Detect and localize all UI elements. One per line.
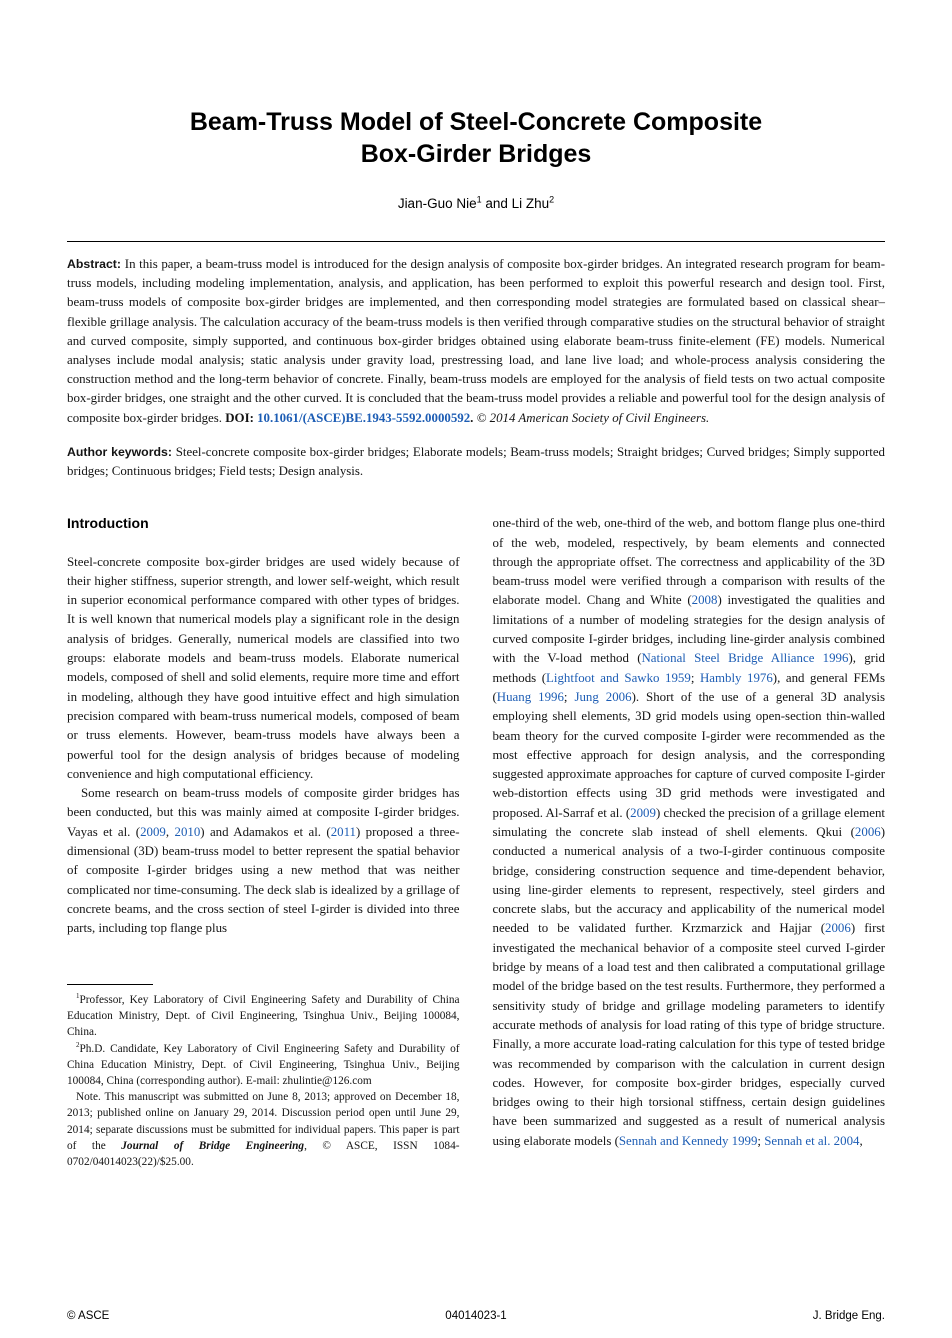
text-run: Professor, Key Laboratory of Civil Engineering Safety and Durability of China Education Ministry, Dept. of Civil Engineering, Tsinghua Univ., Beijing 100084, China. [67,994,460,1039]
text-run: ), and general FEMs ( [492,670,885,704]
right-column [493,514,886,1170]
intro-paragraph-2 [67,784,460,938]
text-run: Journal of Bridge Engineering [121,1139,305,1152]
superscript: 1 [76,992,80,1001]
citation-link[interactable]: 2009 [140,824,166,839]
page-footer [67,1310,885,1322]
text-run: ) investigated the qualities and limitations of a number of modeling strategies for the design analysis of curved composite I-girder bridges, including line-girder analysis combined with the V-load method ( [492,593,885,666]
footnote-1 [67,992,460,1041]
citation-link[interactable]: 2006 [825,921,851,936]
intro-paragraph-1 [67,553,460,785]
citation-link[interactable]: Lightfoot and Sawko 1959 [546,670,691,685]
text-run: Steel-concrete composite box-girder bridges are used widely because of their higher stiffness, superior strength, and lower self-weight, which result in superior economical performance compared with other types of bridges. It is well known that numerical models play a significant role in the design analysis of bridges. Generally, numerical models are classified into two groups: elaborate models and beam-truss models. Elaborate numerical models, composed of shell and solid elements, require more time and effort in modeling, although they have good intuitive effect and high simulation precision compared with beam-truss numerical models, composed of beam or truss elements. However, beam-truss models have always been a powerful tool for the design analysis of bridges because of modeling convenience and high computational efficiency. [67,554,460,781]
footer-copyright: © ASCE [67,1310,110,1322]
text-run: , [859,1133,863,1148]
footer-page-number: 04014023-1 [445,1310,507,1322]
citation-link[interactable]: Hambly 1976 [699,670,773,685]
footnote-separator-rule [67,984,153,985]
text-run: © 2014 American Society of Civil Engineers. [476,410,710,425]
citation-link[interactable]: Sennah et al. 2004 [764,1133,860,1148]
citation-link[interactable]: Huang 1996 [496,689,564,704]
superscript: 2 [76,1040,80,1049]
text-run: ; [757,1133,765,1148]
citation-link[interactable]: Sennah and Kennedy 1999 [618,1133,758,1148]
citation-link[interactable]: 2006 [854,824,881,839]
paper-page [0,106,952,1170]
citation-link[interactable]: 2010 [174,824,201,839]
text-run: one-third of the web, one-third of the web, and bottom flange plus one-third of the web, modeled, respectively, by beam elements and connected through the appropriate offset. The correctness and applicability of the 3D beam-truss model were verified through a comparison with results of the elaborate model. Chang and White ( [492,516,885,608]
text-run: In this paper, a beam-truss model is introduced for the design analysis of composite box-girder bridges. An integrated research program for beam-truss models, including modeling implementation, analysis, and application, has been performed to exploit this powerful research and design tool. First, beam-truss models of composite box-girder bridges are implemented, and then corresponding model strategies are formulated based on classical shear–flexible grillage analysis. The calculation accuracy of the beam-truss models is then verified through comparative studies on the structural behavior of straight and curved composite, simply supported, and continuous box-girder bridges obtained using elaborate beam-truss finite-element (FE) models. Numerical analyses include modal analysis; static analysis under gravity load, prestressing load, and lane live load; and whole-process analysis considering the construction method and the long-term behavior of concrete. Finally, beam-truss models are employed for the analysis of field tests on two actual composite box-girder bridges, one straight and the other curved. It is concluded that the beam-truss model provides a reliable and powerful tool for the design analysis of composite box-girder bridges. [67,257,885,425]
text-run: Abstract: [67,257,125,271]
text-run: ) checked the precision of a grillage element simulating the concrete slab instead of shell elements. Qkui ( [492,805,885,839]
superscript: 1 [476,194,482,205]
page-title [67,106,885,170]
text-run: ; [563,689,575,704]
citation-link[interactable]: 2011 [330,824,356,839]
left-column [67,514,460,1170]
abstract-paragraph [67,255,885,428]
text-run: ) and Adamakos et al. ( [200,824,331,839]
text-run: , © ASCE, ISSN 1084-0702/04014023(22)/$25.00. [67,1139,460,1169]
footer-journal-abbrev: J. Bridge Eng. [812,1310,885,1322]
text-run: . [470,410,477,425]
footnote-2 [67,1041,460,1090]
text-run: Author keywords: [67,444,176,459]
text-run: Steel-concrete composite box-girder bridges; Elaborate models; Beam-truss models; Straight bridges; Curved bridges; Simply supported bridges; Continuous bridges; Field tests; Design analysis. [67,444,885,479]
text-run: Ph.D. Candidate, Key Laboratory of Civil Engineering Safety and Durability of China Education Ministry, Dept. of Civil Engineering, Tsinghua Univ., Beijing 100084, China (corresponding author). E-mail: zhulintie@126.com [67,1042,460,1088]
text-run: ; [690,670,700,685]
author-keywords-paragraph [67,443,885,481]
text-run: ) proposed a three-dimensional (3D) beam-truss model to better represent the spatial behavior of composite I-girder bridges using a new method that was neither complicated nor time-consuming. The deck slab is idealized by a grillage of concrete beams, and the cross section of steel I-girder is divided into three parts, including top flange plus [67,824,460,936]
text-run: Note. This manuscript was submitted on June 8, 2013; approved on December 18, 2013; published online on January 29, 2014. Discussion period open until June 29, 2014; separate discussions must be submitted for individual papers. This paper is part of the [67,1091,460,1152]
citation-link[interactable]: 2009 [630,805,656,820]
footnotes-block [67,974,460,1170]
footnote-note [67,1089,460,1170]
citation-link[interactable]: Jung 2006 [574,689,632,704]
text-run: Jian-Guo Nie [397,196,477,211]
citation-link[interactable]: National Steel Bridge Alliance 1996 [641,651,849,666]
text-run: ) first investigated the mechanical behavior of a composite steel curved I-girder bridge by means of a load test and then calibrated a computational grillage model of the bridge based on the test results. Furthermore, they performed a sensitivity study of bridge and grillage modeling parameters to identify accurate methods of analysis for load rating of this type of bridge structure. Finally, a more accurate load-rating calculation for this type of tested bridge was recommended by comparison with the calculation in current design codes. However, for composite box-girder bridges, especially curved bridges owing to their high torsional stiffness, certain design guidelines have been summarized and suggested as a result of numerical analysis using elaborate models ( [492,921,885,1148]
right-column-paragraph [493,514,886,1151]
page-title-line-1: Beam-Truss Model of Steel-Concrete Composite [189,108,763,136]
abstract-top-rule [67,241,885,242]
two-column-body [67,514,885,1170]
text-run: , [165,824,175,839]
citation-link[interactable]: 10.1061/(ASCE)BE.1943-5592.0000592 [257,410,471,425]
text-run: DOI: [225,410,258,425]
text-run: ). Short of the use of a general 3D analysis employing shell elements, 3D grid models using open-section thin-walled beam theory for the curved composite I-girder were recommended as the most effective approach for design analysis, and the corresponding suggested approximate approaches for capture of curved composite I-girder web-distortion effects using 3D grid methods were investigated and proposed. Al-Sarraf et al. ( [492,689,885,820]
text-run: ), grid methods ( [492,651,885,685]
text-run: Some research on beam-truss models of composite girder bridges has been conducted, but this was mainly aimed at composite I-girder bridges. Vayas et al. ( [67,786,460,839]
citation-link[interactable]: 2008 [691,593,718,608]
superscript: 2 [549,194,555,205]
page-title-line-2: Box-Girder Bridges [360,140,592,168]
text-run: and Li Zhu [481,196,550,211]
authors-line [67,196,885,211]
text-run: ) conducted a numerical analysis of a two-I-girder continuous composite bridge, considering construction sequence and time-dependent behavior, using line-girder elements to represent, respectively, steel girders and concrete slabs, but the accuracy and applicability of the numerical model needed to be validated further. Krzmarzick and Hajjar ( [492,824,885,936]
section-heading-introduction: Introduction [67,515,149,532]
